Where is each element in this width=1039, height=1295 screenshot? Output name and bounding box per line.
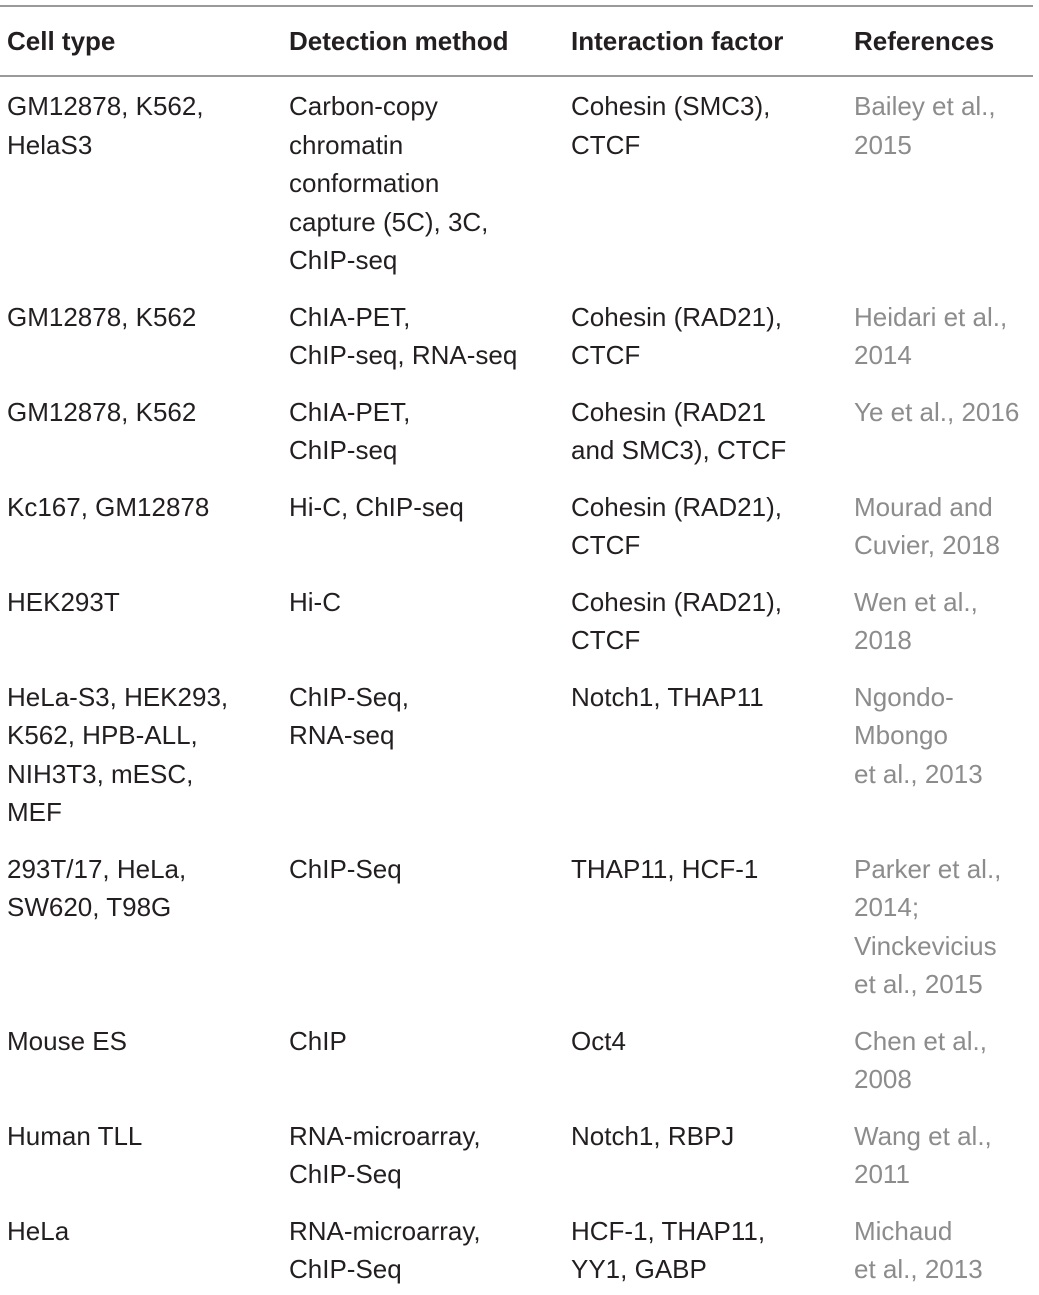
table-row: [0, 571, 1039, 666]
header-cell-type: Cell type: [7, 25, 116, 56]
reference-cell: Michaud et al., 2013: [854, 1215, 983, 1284]
data-table: [0, 7, 1039, 1295]
header-detection-method: Detection method: [289, 25, 509, 56]
cell-type-cell: Mouse ES: [7, 1025, 127, 1056]
cell-type-cell: Human TLL: [7, 1120, 143, 1151]
detection-method-cell: ChIP-Seq: [289, 853, 402, 884]
reference-cell: Wen et al., 2018: [854, 586, 978, 655]
table-body: [0, 75, 1039, 1295]
reference-cell: Parker et al., 2014; Vinckevicius et al., 2015: [854, 853, 1002, 999]
table-row: [0, 838, 1039, 1010]
reference-cell: Ye et al., 2016: [854, 396, 1020, 427]
detection-method-cell: RNA-microarray, ChIP-Seq: [289, 1215, 481, 1284]
table-header: [0, 7, 1039, 75]
table-row: [0, 381, 1039, 476]
reference-cell: Bailey et al., 2015: [854, 91, 996, 160]
cell-type-cell: HeLa: [7, 1215, 70, 1246]
cell-type-cell: GM12878, K562: [7, 301, 197, 332]
cell-type-cell: Kc167, GM12878: [7, 491, 210, 522]
detection-method-cell: ChIA-PET, ChIP-seq: [289, 396, 411, 465]
table-row: [0, 75, 1039, 286]
interaction-factor-cell: Cohesin (RAD21), CTCF: [571, 586, 782, 655]
interaction-factor-cell: Notch1, THAP11: [571, 681, 764, 712]
cell-type-cell: GM12878, K562, HelaS3: [7, 91, 204, 160]
table-row: [0, 1105, 1039, 1200]
header-interaction-factor: Interaction factor: [571, 25, 784, 56]
table-row: [0, 1200, 1039, 1295]
cell-type-cell: GM12878, K562: [7, 396, 197, 427]
table-row: [0, 476, 1039, 571]
table-row: [0, 666, 1039, 838]
reference-cell: Mourad and Cuvier, 2018: [854, 491, 1000, 560]
interaction-factor-cell: HCF-1, THAP11, YY1, GABP: [571, 1215, 766, 1284]
detection-method-cell: Hi-C, ChIP-seq: [289, 491, 464, 522]
header-references: References: [854, 25, 995, 56]
interaction-factor-cell: Cohesin (RAD21), CTCF: [571, 301, 782, 370]
reference-cell: Ngondo- Mbongo et al., 2013: [854, 681, 983, 789]
header-row: [0, 7, 1039, 75]
interaction-factor-cell: Oct4: [571, 1025, 626, 1056]
interaction-factor-cell: Cohesin (SMC3), CTCF: [571, 91, 771, 160]
detection-method-cell: RNA-microarray, ChIP-Seq: [289, 1120, 481, 1189]
detection-method-cell: ChIP: [289, 1025, 347, 1056]
table-row: [0, 1010, 1039, 1105]
interaction-factor-cell: Cohesin (RAD21), CTCF: [571, 491, 782, 560]
detection-method-cell: Carbon-copy chromatin conformation capture (5C), 3C, ChIP-seq: [289, 91, 489, 275]
cell-type-cell: 293T/17, HeLa, SW620, T98G: [7, 853, 187, 922]
cell-type-cell: HEK293T: [7, 586, 120, 617]
reference-cell: Chen et al., 2008: [854, 1025, 987, 1094]
detection-method-cell: ChIP-Seq, RNA-seq: [289, 681, 409, 750]
interaction-factor-cell: THAP11, HCF-1: [571, 853, 759, 884]
detection-method-cell: ChIA-PET, ChIP-seq, RNA-seq: [289, 301, 518, 370]
interaction-factor-cell: Cohesin (RAD21 and SMC3), CTCF: [571, 396, 787, 465]
detection-method-cell: Hi-C: [289, 586, 341, 617]
reference-cell: Heidari et al., 2014: [854, 301, 1008, 370]
interaction-factor-cell: Notch1, RBPJ: [571, 1120, 735, 1151]
reference-cell: Wang et al., 2011: [854, 1120, 992, 1189]
cell-type-cell: HeLa-S3, HEK293, K562, HPB-ALL, NIH3T3, mESC, MEF: [7, 681, 229, 827]
table-row: [0, 286, 1039, 381]
